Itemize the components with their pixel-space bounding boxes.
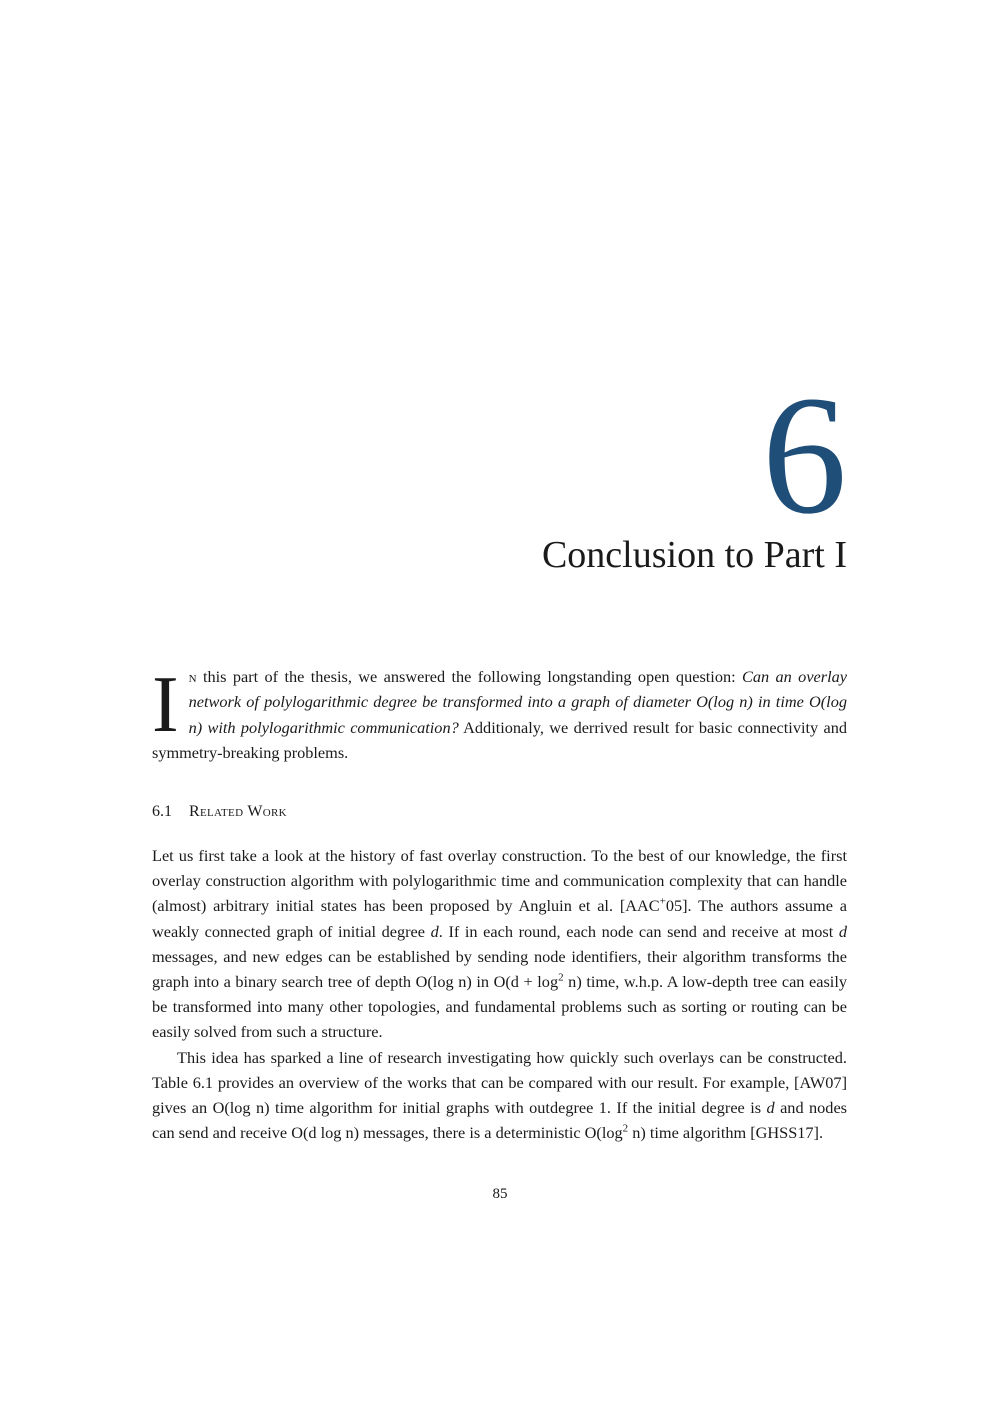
text-run: time algorithm for initial graphs with outdegree 1. If the initial degree is — [269, 1098, 767, 1118]
superscript: 2 — [558, 971, 564, 984]
text-run: messages, and new edges can be established by sending node identifiers, their algorithm transforms the graph into a binary search tree of depth — [152, 946, 847, 992]
text-run: This idea has sparked a line of research investigating how quickly such overlays can be constructed. Table 6.1 provides an overview of the works that can be compared with our result. For example, [AW07] gives an — [152, 1047, 847, 1118]
math-expr: O(d + log — [493, 972, 559, 992]
intro-question: Can an overlay network of polylogarithmic degree be transformed into a graph of diameter O(log n) in time O(log n) with polylogarithmic communication? — [188, 667, 848, 737]
math-var: d — [430, 921, 439, 941]
math-var: d — [766, 1098, 775, 1118]
text-run: in — [471, 972, 494, 992]
superscript: 2 — [622, 1122, 629, 1135]
intro-paragraph — [152, 661, 848, 765]
text-run: messages, there is a deterministic — [359, 1123, 585, 1143]
text-run: time algorithm [GHSS17]. — [645, 1123, 824, 1143]
text-run: 05]. The authors assume a weakly connected graph of initial degree — [152, 896, 847, 941]
text-run: Let us first take a look at the history of fast overlay construction. To the best of our knowledge, the first overlay construction algorithm with polylogarithmic time and communication complexity that can handle (almost) arbitrary initial states has been proposed by Angluin et al. [AAC — [152, 846, 847, 916]
math-expr: n) — [628, 1123, 646, 1143]
section-heading — [152, 802, 287, 822]
intro-text-2: Additionaly, we derrived result for basic connectivity and symmetry-breaking problems. — [152, 717, 847, 762]
math-expr: O(log n) — [415, 972, 472, 992]
paragraph-1 — [152, 843, 847, 1045]
paragraph-2 — [152, 1045, 847, 1146]
intro-smallcaps: n — [188, 667, 197, 686]
text-run: time, w.h.p. A low-depth tree can easily be transformed into many other topologies, and fundamental problems such as sorting or routing can be easily solved from such a structure. — [152, 972, 847, 1042]
math-expr: n) — [563, 972, 582, 992]
math-expr: O(log — [584, 1123, 623, 1143]
page-number: 85 — [492, 1186, 508, 1202]
text-run: and nodes can send and receive — [152, 1098, 848, 1143]
section-body — [152, 843, 847, 1145]
section-title: Related Work — [189, 803, 287, 820]
chapter-number: 6 — [762, 361, 847, 549]
math-var: d — [838, 921, 847, 941]
section-number: 6.1 — [152, 803, 172, 820]
intro-text-1: this part of the thesis, we answered the following longstanding open question: — [196, 667, 743, 686]
chapter-title: Conclusion to Part I — [541, 534, 847, 576]
superscript: + — [659, 895, 666, 908]
text-run: . If in each round, each node can send and receive at most — [438, 921, 839, 941]
dropcap: I — [152, 661, 179, 749]
math-expr: O(log n) — [212, 1098, 270, 1118]
math-expr: O(d log n) — [291, 1123, 360, 1143]
